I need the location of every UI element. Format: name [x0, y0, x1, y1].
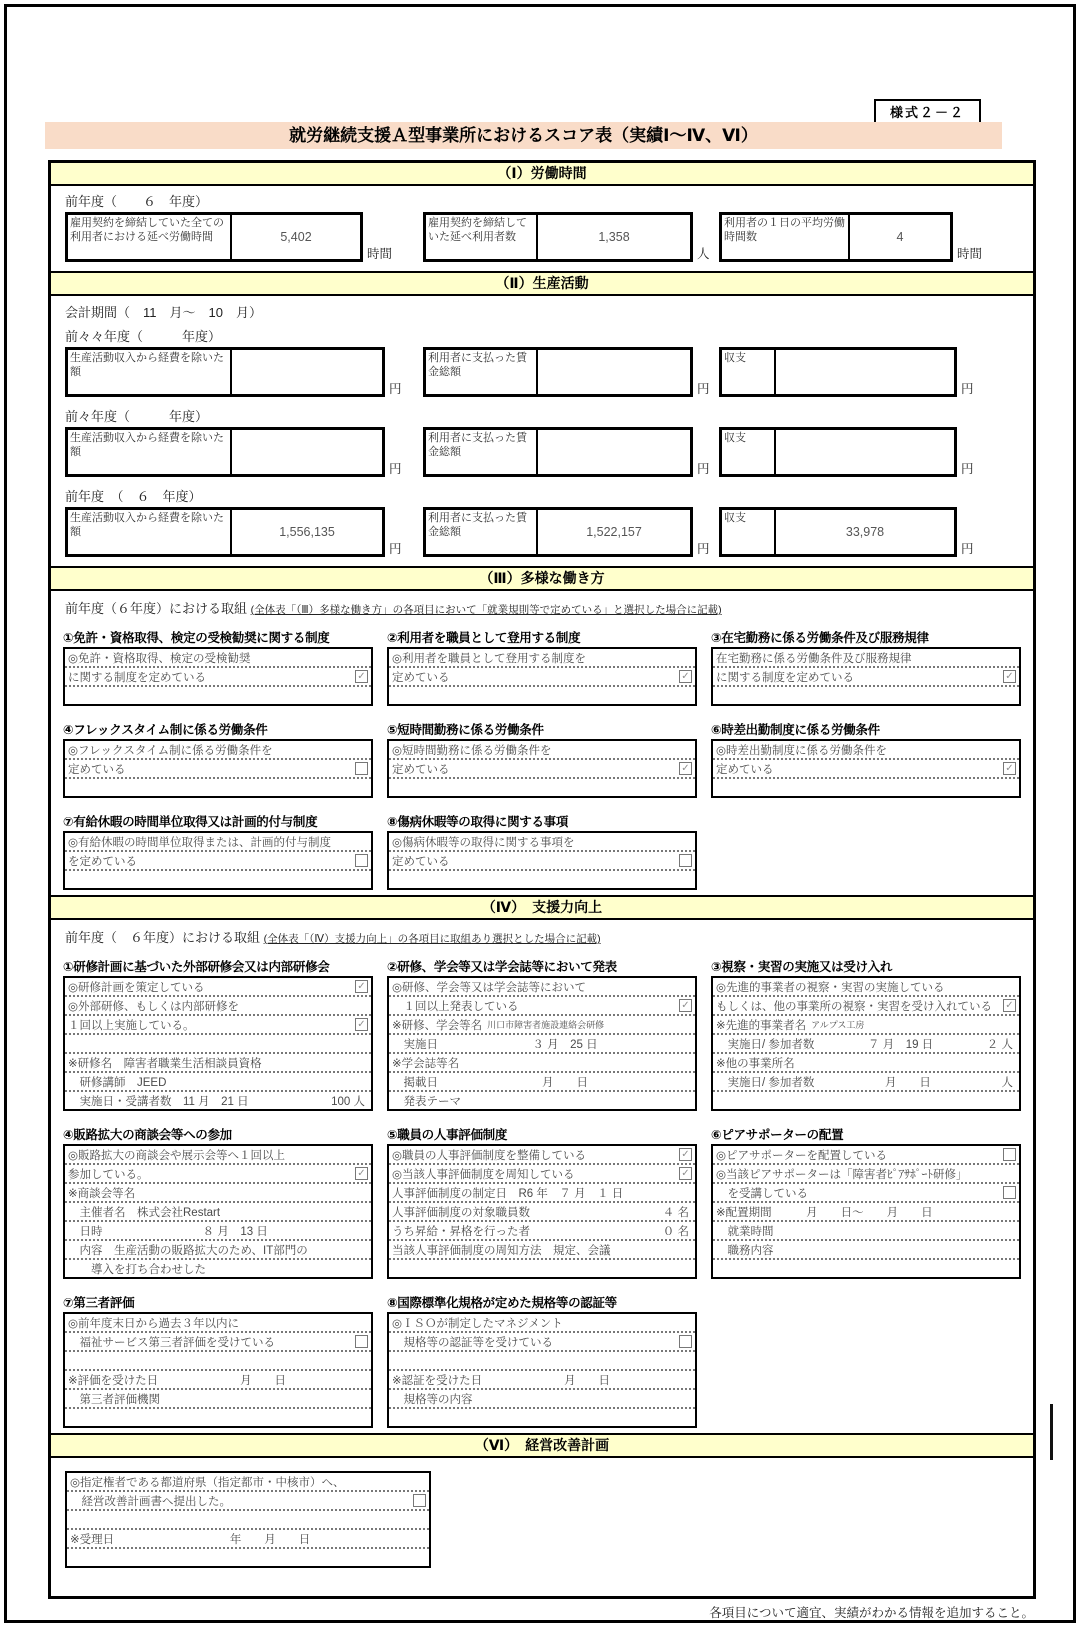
intro-text: 前年度（６年度）における取組: [65, 601, 248, 616]
box-row: 定めている ✓: [389, 760, 695, 779]
box-row: ◎傷病休暇等の取得に関する事項を: [389, 833, 695, 852]
field-value[interactable]: 33,978: [845, 525, 885, 539]
box-row: に関する制度を定めている ✓: [713, 668, 1019, 687]
field-label: 生産活動収入から経費を除いた額: [68, 430, 232, 474]
box-row: 当該人事評価制度の周知方法 規定、会議: [389, 1241, 695, 1260]
form-box: [387, 831, 697, 890]
box-title: ⑦第三者評価: [63, 1296, 135, 1310]
checkbox[interactable]: ✓: [355, 1167, 368, 1180]
field-value[interactable]: [538, 430, 690, 474]
box-row: ◎ピアサポーターを配置している: [713, 1146, 1019, 1165]
intro-note: (全体表「（Ⅳ）支援力向上」の各項目に取組あり選択とした場合に記載): [263, 933, 601, 945]
field-unit: 円: [697, 542, 710, 557]
form-box: [63, 647, 373, 706]
box-row: ◎先進的事業者の視察・実習の実施している: [713, 978, 1019, 997]
checkbox[interactable]: ✓: [355, 1018, 368, 1031]
box-row: ※評価を受けた日 月 日: [65, 1371, 371, 1390]
page-title: 就労継続支援Ａ型事業所におけるスコア表（実績Ⅰ～Ⅳ、Ⅵ）: [45, 122, 1002, 149]
box-row: 第三者評価機関: [65, 1390, 371, 1409]
box-row: ※他の事業所名: [713, 1054, 1019, 1073]
section-4-intro: [65, 927, 1033, 946]
form-box: [63, 1312, 373, 1428]
box-row: [713, 1260, 1019, 1277]
box-row: [65, 1409, 371, 1426]
box-row: 参加している。 ✓: [65, 1165, 371, 1184]
checkbox[interactable]: ✓: [355, 670, 368, 683]
field-net-income: [65, 427, 385, 477]
form-box: [711, 976, 1021, 1111]
field-wages-paid: [423, 347, 693, 397]
box-title: ②研修、学会等又は学会誌等において発表: [387, 960, 617, 974]
checkbox[interactable]: ✓: [679, 1148, 692, 1161]
field-unit: 円: [389, 382, 402, 397]
year-row-label: 前々年度（ 年度）: [65, 409, 209, 424]
box-row: ◎研修、学会等又は学会誌等において: [389, 978, 695, 997]
box-row: 実施日・受講者数 11 月 21 日 100 人: [68, 1095, 365, 1108]
field-average-daily-hours: [719, 212, 953, 262]
field-value[interactable]: [776, 430, 954, 474]
form-box: [387, 739, 697, 798]
box-row: を定めている: [65, 852, 371, 871]
field-label: 収支: [722, 510, 776, 554]
box-row: 定めている ✓: [713, 760, 1019, 779]
box-row: ◎外部研修、もしくは内部研修を: [65, 997, 371, 1016]
box-row: 実施日/ 参加者数 ７ 月 19 日 ２ 人: [713, 1035, 1019, 1054]
box-title: ⑥時差出勤制度に係る労働条件: [711, 723, 880, 737]
year-row-label: 前年度 （ ６ 年度）: [65, 489, 202, 504]
box-row: ※先進的事業者名 アルプス工房: [713, 1016, 1019, 1035]
box-title: ③在宅勤務に係る労働条件及び服務規律: [711, 631, 929, 645]
box-row: [389, 1352, 695, 1371]
box-row: 就業時間: [713, 1222, 1019, 1241]
field-unit: 円: [389, 542, 402, 557]
box-title: ②利用者を職員として登用する制度: [387, 631, 581, 645]
box-row: [389, 1409, 695, 1426]
box-row: [67, 1549, 429, 1566]
section-6-header: （Ⅵ） 経営改善計画: [51, 1433, 1033, 1458]
box-title: ⑦有給休暇の時間単位取得又は計画的付与制度: [63, 815, 318, 829]
box-row: ◎免許・資格取得、検定の受検勧奨: [65, 649, 371, 668]
accounting-period: 会計期間（ 11 月～ 10 月）: [65, 305, 262, 320]
box-row: 経営改善計画書へ提出した。: [67, 1492, 429, 1511]
field-label: 利用者に支払った賃金総額: [426, 350, 538, 394]
year-row-label: 前々々年度（ 年度）: [65, 329, 222, 344]
form-body: [48, 160, 1036, 1621]
box-row: に関する制度を定めている ✓: [65, 668, 371, 687]
box-row: １回以上実施している。 ✓: [65, 1016, 371, 1035]
box-row: [389, 871, 695, 888]
field-net-income: [65, 347, 385, 397]
box-row: 導入を打ち合わせした: [68, 1263, 206, 1276]
form-box: [63, 1144, 373, 1279]
checkbox[interactable]: [679, 1335, 692, 1348]
intro-text: 前年度（ ６年度）における取組: [65, 930, 261, 945]
box-row: ※研修、学会等名 川口市障害者施設連絡会研修: [389, 1016, 695, 1035]
section-3-row-2: [51, 711, 1033, 798]
checkbox[interactable]: [1003, 1186, 1016, 1199]
field-wages-paid: [423, 507, 693, 557]
section-4-row-2: [51, 1116, 1033, 1279]
field-unit: 円: [697, 462, 710, 477]
box-row: 福祉サービス第三者評価を受けている: [65, 1333, 371, 1352]
field-value[interactable]: [232, 350, 382, 394]
section-4-row-1: [51, 948, 1033, 1111]
box-row: 職務内容: [713, 1241, 1019, 1260]
field-label: 雇用契約を締結していた全ての利用者における延べ労働時間: [68, 215, 232, 259]
checkbox[interactable]: [413, 1494, 426, 1507]
section-2-header: （Ⅱ）生産活動: [51, 271, 1033, 296]
field-unit: 円: [697, 382, 710, 397]
field-value[interactable]: 1,522,157: [586, 525, 642, 539]
section-3-header: （Ⅲ）多様な働き方: [51, 566, 1033, 591]
field-value[interactable]: [232, 430, 382, 474]
box-row: 主催者名 株式会社Restart: [65, 1203, 371, 1222]
box-row: 掲載日 月 日: [389, 1073, 695, 1092]
box-row: を受講している: [713, 1184, 1019, 1203]
grid-spacer: [711, 1284, 1021, 1428]
box-row: [65, 1352, 371, 1371]
checkbox[interactable]: [1003, 1148, 1016, 1161]
form-box: [711, 1144, 1021, 1279]
field-unit: 円: [961, 382, 974, 397]
box-row: 実施日/ 参加者数 月 日 人: [713, 1073, 1019, 1092]
field-balance: [719, 507, 957, 557]
box-row: ◎指定権者である都道府県（指定都市・中核市）へ、: [67, 1473, 429, 1492]
year-1-fields: [65, 427, 1033, 477]
box-row: ◎販路拡大の商談会や展示会等へ１回以上: [65, 1146, 371, 1165]
field-wages-paid: [423, 427, 693, 477]
field-label: 雇用契約を締結していた延べ利用者数: [426, 215, 538, 259]
grid-spacer: [711, 803, 1021, 890]
form-code-label: 様式２－２: [874, 99, 981, 124]
box-row: １回以上発表している ✓: [389, 997, 695, 1016]
box-row: 研修講師 JEED: [65, 1073, 371, 1092]
field-label: 利用者に支払った賃金総額: [426, 430, 538, 474]
box-row: 人事評価制度の対象職員数 ４ 名: [389, 1203, 695, 1222]
field-value[interactable]: 4: [896, 230, 904, 244]
box-row: ※研修名 障害者職業生活相談員資格: [65, 1054, 371, 1073]
box-title: ⑤短時間勤務に係る労働条件: [387, 723, 544, 737]
box-row: ※学会誌等名: [389, 1054, 695, 1073]
box-title: ④販路拡大の商談会等への参加: [63, 1128, 232, 1142]
field-value[interactable]: 5,402: [280, 230, 312, 244]
box-row: ※受理日 年 月 日: [67, 1530, 429, 1549]
year-0-fields: [65, 347, 1033, 397]
box-row: [65, 687, 371, 704]
box-row: [713, 779, 1019, 796]
form-box: [387, 1312, 697, 1428]
box-row: [65, 779, 371, 796]
form-box: [63, 739, 373, 798]
section-4-header: （Ⅳ） 支援力向上: [51, 895, 1033, 920]
field-total-users: [423, 212, 693, 262]
section-4-row-3: [51, 1284, 1033, 1428]
field-unit: 円: [961, 462, 974, 477]
footer-note: 各項目について適宜、実績がわかる情報を追加すること。: [709, 1606, 1034, 1620]
box-title: ⑧傷病休暇等の取得に関する事項: [387, 815, 569, 829]
box-row: ※認証を受けた日 月 日: [389, 1371, 695, 1390]
checkbox[interactable]: ✓: [679, 670, 692, 683]
intro-note: (全体表「（Ⅲ）多様な働き方」の各項目において「就業規則等で定めている」と選択した場合に記載): [250, 604, 722, 616]
form-box: [711, 647, 1021, 706]
section-1-year-line: 前年度（ ６ 年度）: [65, 194, 209, 209]
box-row: 定めている: [389, 852, 695, 871]
box-title: ⑧国際標準化規格が定めた規格等の認証等: [387, 1296, 617, 1310]
score-table: [48, 160, 1036, 1599]
box-row: [389, 1260, 695, 1277]
box-row: ◎短時間勤務に係る労働条件を: [389, 741, 695, 760]
box-title: ⑤職員の人事評価制度: [387, 1128, 508, 1142]
field-label: 収支: [722, 430, 776, 474]
field-balance: [719, 347, 957, 397]
checkbox[interactable]: [355, 1335, 368, 1348]
box-row: [65, 871, 371, 888]
checkbox[interactable]: [355, 762, 368, 775]
box-row: [67, 1511, 429, 1530]
field-net-income: [65, 507, 385, 557]
box-row: ※配置期間 月 日～ 月 日: [713, 1203, 1019, 1222]
field-value[interactable]: [776, 350, 954, 394]
box-row: もしくは、他の事業所の視察・実習を受け入れている ✓: [713, 997, 1019, 1016]
form-box: [387, 647, 697, 706]
form-box: [63, 831, 373, 890]
checkbox[interactable]: ✓: [355, 980, 368, 993]
box-row: [713, 687, 1019, 704]
box-row: ◎フレックスタイム制に係る労働条件を: [65, 741, 371, 760]
box-title: ①研修計画に基づいた外部研修会又は内部研修会: [63, 960, 330, 974]
checkbox[interactable]: ✓: [679, 1167, 692, 1180]
field-balance: [719, 427, 957, 477]
form-box: [65, 1471, 431, 1568]
box-row: ◎当該ピアサポーターは「障害者ﾋﾟｱｻﾎﾟｰﾄ研修」: [713, 1165, 1019, 1184]
field-unit: 時間: [957, 247, 983, 262]
field-label: 利用者の１日の平均労働時間数: [722, 215, 850, 259]
form-box: [63, 976, 373, 1111]
box-row: 日時 ８ 月 13 日: [65, 1222, 371, 1241]
checkbox[interactable]: ✓: [679, 762, 692, 775]
box-row: ◎利用者を職員として登用する制度を: [389, 649, 695, 668]
section-3-row-3: [51, 803, 1033, 890]
box-row: ◎当該人事評価制度を周知している ✓: [389, 1165, 695, 1184]
page-edge-mark: [1050, 1404, 1053, 1460]
checkbox[interactable]: [355, 854, 368, 867]
section-1-fields: [65, 212, 1033, 262]
box-row: ※商談会等名: [65, 1184, 371, 1203]
field-value[interactable]: 1,358: [598, 230, 630, 244]
box-row: [389, 687, 695, 704]
box-row: 規格等の認証等を受けている: [389, 1333, 695, 1352]
box-row: ◎前年度末日から過去３年以内に: [65, 1314, 371, 1333]
box-row: [389, 779, 695, 796]
field-label: 生産活動収入から経費を除いた額: [68, 510, 232, 554]
section-3-row-1: [51, 619, 1033, 706]
checkbox[interactable]: ✓: [679, 999, 692, 1012]
box-row: 定めている: [65, 760, 371, 779]
box-row: うち昇給・昇格を行った者 ０ 名: [389, 1222, 695, 1241]
box-row: [713, 1092, 1019, 1109]
field-unit: 円: [961, 542, 974, 557]
box-row: ◎職員の人事評価制度を整備している ✓: [389, 1146, 695, 1165]
checkbox[interactable]: [679, 854, 692, 867]
box-row: 規格等の内容: [389, 1390, 695, 1409]
box-title: ①免許・資格取得、検定の受検勧奨に関する制度: [63, 631, 330, 645]
box-row: ◎ＩＳＯが制定したマネジメント: [389, 1314, 695, 1333]
box-row: ◎時差出勤制度に係る労働条件を: [713, 741, 1019, 760]
box-row: [65, 1035, 371, 1054]
box-title: ⑥ピアサポーターの配置: [711, 1128, 844, 1142]
section-6-body: [51, 1458, 1033, 1596]
box-row: 発表テーマ: [392, 1095, 461, 1108]
form-box: [387, 1144, 697, 1279]
box-row: 人事評価制度の制定日 R6 年 ７ 月 １ 日: [389, 1184, 695, 1203]
form-box: [711, 739, 1021, 798]
box-row: ◎有給休暇の時間単位取得または、計画的付与制度: [65, 833, 371, 852]
box-title: ④フレックスタイム制に係る労働条件: [63, 723, 268, 737]
field-value[interactable]: 1,556,135: [279, 525, 335, 539]
field-unit: 円: [389, 462, 402, 477]
box-row: 定めている ✓: [389, 668, 695, 687]
checkbox[interactable]: ✓: [1003, 999, 1016, 1012]
checkbox[interactable]: ✓: [1003, 762, 1016, 775]
box-row: ◎研修計画を策定している ✓: [65, 978, 371, 997]
field-label: 生産活動収入から経費を除いた額: [68, 350, 232, 394]
box-row: 実施日 ３ 月 25 日: [389, 1035, 695, 1054]
field-unit: 人: [697, 247, 710, 262]
field-value[interactable]: [538, 350, 690, 394]
field-total-labor-hours: [65, 212, 363, 262]
field-label: 利用者に支払った賃金総額: [426, 510, 538, 554]
box-row: 在宅勤務に係る労働条件及び服務規律: [713, 649, 1019, 668]
checkbox[interactable]: ✓: [1003, 670, 1016, 683]
section-1-header: （Ⅰ）労働時間: [51, 163, 1033, 186]
field-unit: 時間: [367, 247, 393, 262]
box-row: 内容 生産活動の販路拡大のため、IT部門の: [65, 1241, 371, 1260]
section-3-intro: [65, 598, 1033, 617]
year-2-fields: [65, 507, 1033, 557]
field-label: 収支: [722, 350, 776, 394]
form-box: [387, 976, 697, 1111]
box-title: ③視察・実習の実施又は受け入れ: [711, 960, 893, 974]
